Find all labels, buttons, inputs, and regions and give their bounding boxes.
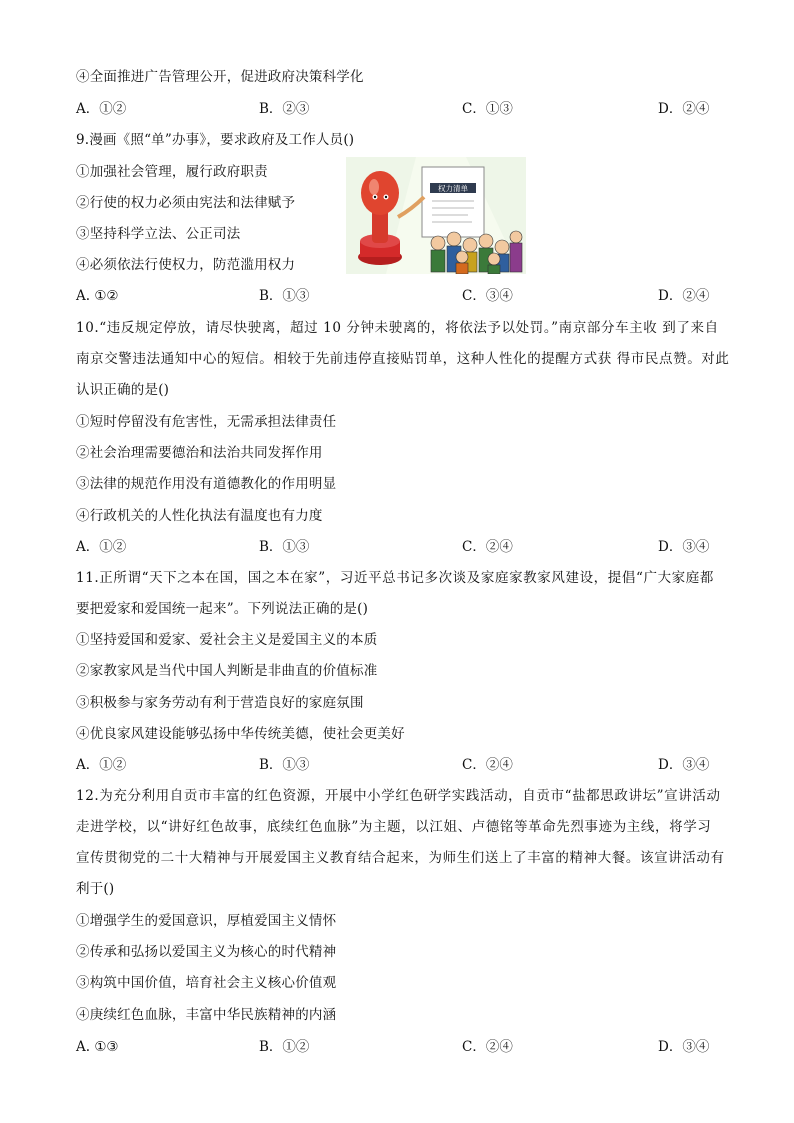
q11-item-2: ②家教家风是当代中国人判断是非曲直的价值标准 [76,663,378,679]
q11-options [76,756,726,774]
q10-option-c[interactable]: C．②④ [462,539,513,555]
q11-option-a[interactable]: A．①② [76,757,127,773]
cartoon-image [346,157,526,274]
q10-stem-line-3: 认识正确的是() [76,382,170,398]
q12-option-b[interactable]: B．①② [259,1039,310,1055]
q10-option-b[interactable]: B．①③ [259,539,310,555]
q12-item-2: ②传承和弘扬以爱国主义为核心的时代精神 [76,944,337,960]
q8-option-d[interactable]: D．②④ [658,101,710,117]
cartoon-sign-text: 权力清单 [438,184,468,193]
q10-item-1: ①短时停留没有危害性，无需承担法律责任 [76,414,337,430]
q11-option-c[interactable]: C．②④ [462,757,513,773]
q8-option-b[interactable]: B．②③ [259,101,310,117]
q11-stem-line-1: 11.正所谓“天下之本在国，国之本在家”，习近平总书记多次谈及家庭家教家风建设，提倡“广大家庭都 [76,570,714,586]
q11-item-3: ③积极参与家务劳动有利于营造良好的家庭氛围 [76,695,364,711]
q11-item-1: ①坚持爱国和爱家、爱社会主义是爱国主义的本质 [76,632,378,648]
q9-item-4: ④必须依法行使权力，防范滥用权力 [76,257,296,273]
q12-item-1: ①增强学生的爱国意识，厚植爱国主义情怀 [76,913,337,929]
q12-stem-line-2: 走进学校，以“讲好红色故事，底续红色血脉”为主题，以江姐、卢德铭等革命先烈事迹为主线，将学习 [76,819,712,835]
q12-option-d[interactable]: D．③④ [658,1039,710,1055]
q10-item-3: ③法律的规范作用没有道德教化的作用明显 [76,476,337,492]
q10-stem-line-1: 10.“违反规定停放，请尽快驶离，超过 10 分钟未驶离的，将依法予以处罚。”南京部分车主收 到了来自 [76,320,719,336]
q11-stem-line-2: 要把爱家和爱国统一起来”。下列说法正确的是() [76,601,369,617]
q11-item-4: ④优良家风建设能够弘扬中华传统美德，使社会更美好 [76,726,405,742]
q12-options [76,1038,726,1056]
q10-item-4: ④行政机关的人性化执法有温度也有力度 [76,508,323,524]
q10-stem-line-2: 南京交警违法通知中心的短信。相较于先前违停直接贴罚单，这种人性化的提醒方式获 得市民点赞。对此 [76,351,730,367]
q9-item-1: ①加强社会管理，履行政府职责 [76,164,268,180]
q8-item-4: ④全面推进广告管理公开，促进政府决策科学化 [76,69,364,85]
q9-stem: 9.漫画《照“单”办事》，要求政府及工作人员() [76,132,355,148]
q9-item-2: ②行使的权力必须由宪法和法律赋予 [76,195,296,211]
q8-option-c[interactable]: C．①③ [462,101,513,117]
q10-options [76,538,726,556]
q12-stem-line-1: 12.为充分利用自贡市丰富的红色资源，开展中小学红色研学实践活动，自贡市“盐都思政讲坛”宣讲活动 [76,788,721,804]
q9-option-d[interactable]: D．②④ [658,288,710,304]
q9-options [76,287,726,305]
q12-option-c[interactable]: C．②④ [462,1039,513,1055]
q12-item-3: ③构筑中国价值，培育社会主义核心价值观 [76,975,337,991]
q9-option-c[interactable]: C．③④ [462,288,513,304]
q11-option-d[interactable]: D．③④ [658,757,710,773]
q9-option-a[interactable]: A. ①② [76,288,119,304]
q11-option-b[interactable]: B．①③ [259,757,310,773]
q8-option-a[interactable]: A．①② [76,101,127,117]
q10-option-d[interactable]: D．③④ [658,539,710,555]
q10-item-2: ②社会治理需要德治和法治共同发挥作用 [76,445,323,461]
q12-stem-line-4: 利于() [76,881,115,897]
q9-option-b[interactable]: B．①③ [259,288,310,304]
q12-stem-line-3: 宣传贯彻党的二十大精神与开展爱国主义教育结合起来，为师生们送上了丰富的精神大餐。该宣讲活动有 [76,850,725,866]
q12-option-a[interactable]: A. ①③ [76,1039,119,1055]
q12-item-4: ④庚续红色血脉，丰富中华民族精神的内涵 [76,1007,337,1023]
q8-options [76,100,726,118]
q10-option-a[interactable]: A．①② [76,539,127,555]
q9-item-3: ③坚持科学立法、公正司法 [76,226,241,242]
